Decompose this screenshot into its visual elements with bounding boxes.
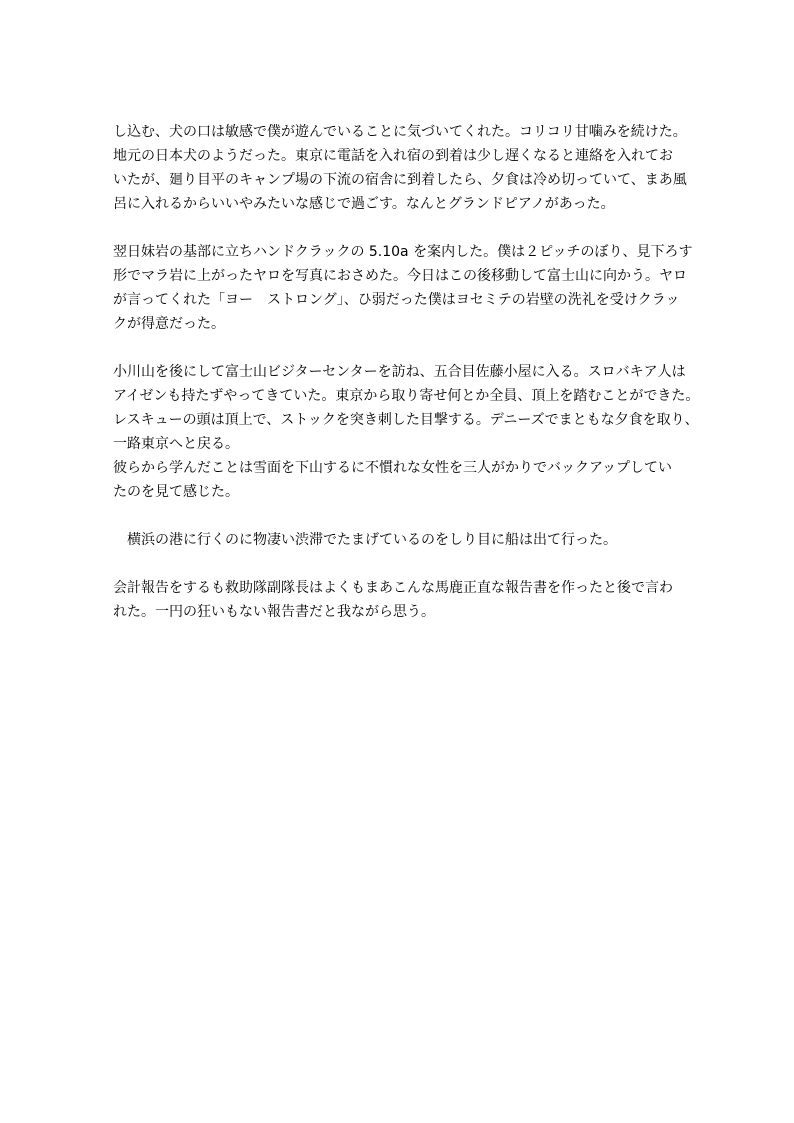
- text-line: 横浜の港に行くのに物凄い渋滞でたまげているのをしり目に船は出て行った。: [113, 532, 617, 548]
- paragraph-2: [113, 240, 693, 336]
- text-line: 翌日妹岩の基部に立ちハンドクラックの 5.10a を案内した。僕は２ピッチのぼり、見下ろす: [113, 244, 693, 260]
- text-line: 小川山を後にして富士山ビジターセンターを訪ね、五合目佐藤小屋に入る。スロバキア人は: [113, 364, 686, 380]
- text-line: 会計報告をするも救助隊副隊長はよくもまあこんな馬鹿正直な報告書を作ったと後で言わ: [113, 580, 673, 596]
- text-line: レスキューの頭は頂上で、ストックを突き刺した目撃する。デニーズでまともな夕食を取り、: [113, 412, 699, 428]
- text-line: いたが、廻り目平のキャンプ場の下流の宿舎に到着したら、夕食は冷め切っていて、まあ風: [113, 172, 687, 188]
- text-line: が言ってくれた「ヨー ストロング」、ひ弱だった僕はヨセミテの岩壁の洗礼を受けクラッ: [113, 292, 680, 308]
- text-line: アイゼンも持たずやってきていた。東京から取り寄せ何とか全員、頂上を踏むことができた。: [113, 388, 700, 404]
- text-line: クが得意だった。: [113, 316, 225, 332]
- text-line: 地元の日本犬のようだった。東京に電話を入れ宿の到着は少し遅くなると連絡を入れてお: [113, 148, 673, 164]
- paragraph-spacer: [113, 216, 693, 240]
- text-line: 一路東京へと戻る。: [113, 436, 239, 452]
- paragraph-spacer: [113, 504, 693, 528]
- text-line: 彼らから学んだことは雪面を下山するに不慣れな女性を三人がかりでバックアップしてい: [113, 460, 673, 476]
- text-line: 呂に入れるからいいやみたいな感じで過ごす。なんとグランドピアノがあった。: [113, 196, 615, 212]
- text-line: 形でマラ岩に上がったヤロを写真におさめた。今日はこの後移動して富士山に向かう。ヤロ: [113, 268, 687, 284]
- paragraph-5: [113, 576, 693, 624]
- paragraph-1: [113, 120, 693, 216]
- document-body: [113, 120, 700, 624]
- text-line: れた。一円の狂いもない報告書だと我ながら思う。: [113, 604, 435, 620]
- paragraph-spacer: [113, 336, 693, 360]
- paragraph-3: [113, 360, 700, 504]
- paragraph-spacer: [113, 552, 693, 576]
- text-line: たのを見て感じた。: [113, 484, 239, 500]
- text-line: し込む、犬の口は敏感で僕が遊んでいることに気づいてくれた。コリコリ甘噛みを続けた。: [113, 124, 687, 140]
- paragraph-4: [113, 528, 693, 552]
